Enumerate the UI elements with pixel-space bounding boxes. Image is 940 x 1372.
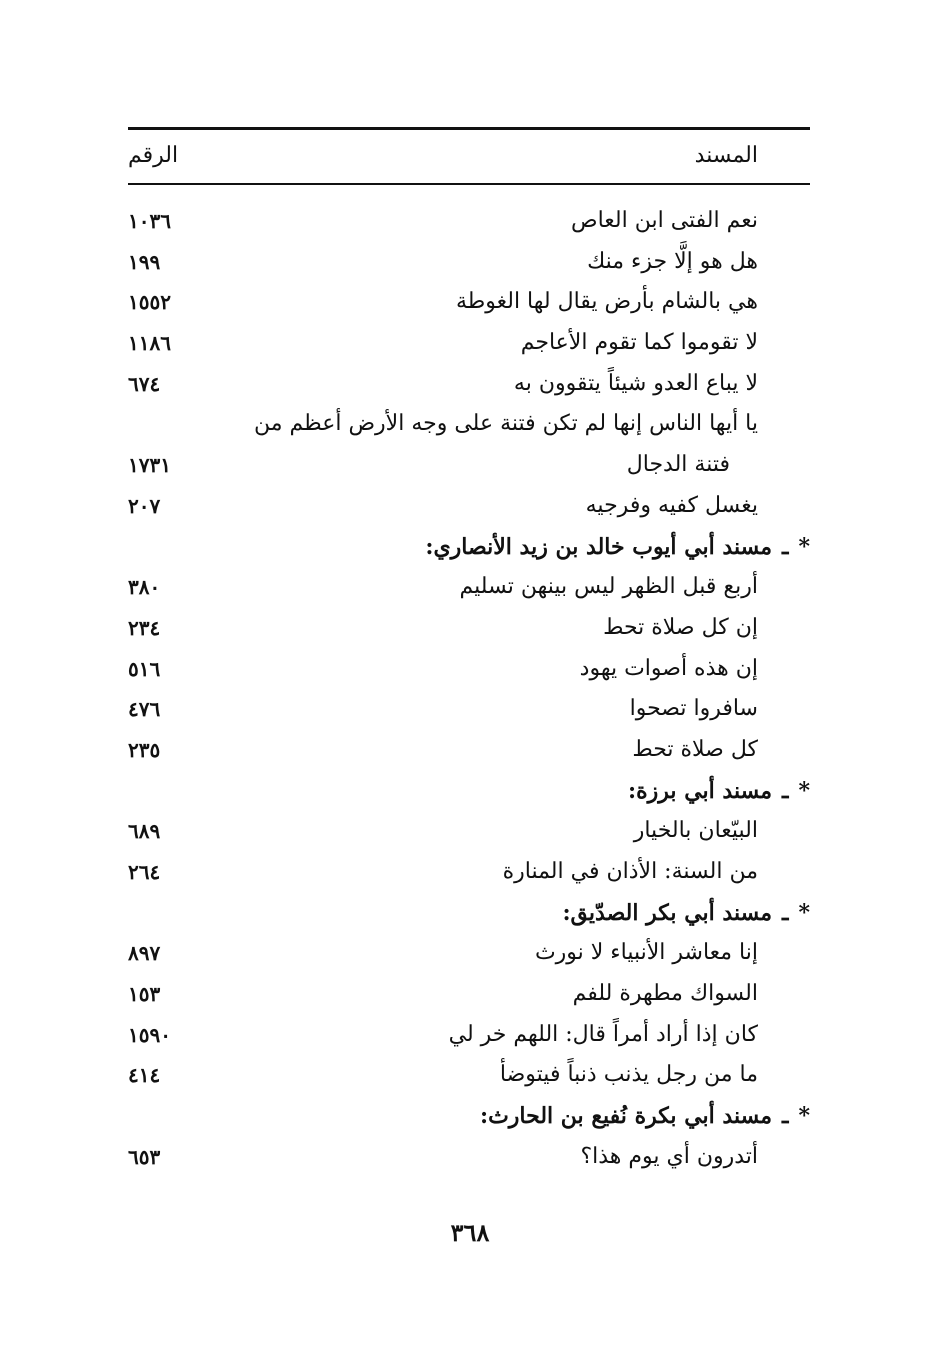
hadith-text: لا يباع العدو شيئاً يتقوون به xyxy=(513,370,758,396)
section-heading xyxy=(128,527,810,568)
section-heading xyxy=(128,771,810,812)
table-header-rule xyxy=(128,183,810,185)
asterisk-icon: * xyxy=(798,533,810,560)
index-row xyxy=(128,1137,810,1178)
hadith-text: السواك مطهرة للفم xyxy=(572,981,758,1007)
hadith-number: ٦٥٣ xyxy=(128,1144,161,1169)
hadith-number: ٥١٦ xyxy=(128,656,161,681)
index-row xyxy=(128,364,810,405)
hadith-text: هي بالشام بأرض يقال لها الغوطة xyxy=(455,289,758,315)
hadith-number: ٦٧٤ xyxy=(128,371,161,396)
index-row xyxy=(128,567,810,608)
hadith-number: ١٩٩ xyxy=(128,249,161,274)
hadith-text: نعم الفتى ابن العاص xyxy=(571,208,758,233)
index-row xyxy=(128,486,810,527)
hadith-text: يا أيها الناس إنها لم تكن فتنة على وجه الأرض أعظم من xyxy=(254,411,758,437)
section-heading xyxy=(128,893,810,934)
hadith-number: ١٥٥٢ xyxy=(128,290,171,315)
header-number: الرقم xyxy=(128,143,179,168)
hadith-text: من السنة: الأذان في المنارة xyxy=(502,859,758,884)
index-row xyxy=(128,282,810,323)
section-label: مسند أبي برزة: xyxy=(628,777,773,804)
asterisk-icon: * xyxy=(798,1103,810,1130)
index-row xyxy=(128,811,810,852)
hadith-number: ٣٨٠ xyxy=(128,575,161,600)
hadith-text: لا تقوموا كما تقوم الأعاجم xyxy=(520,330,758,356)
section-label: مسند أبي بكر الصدّيق: xyxy=(562,899,773,926)
hadith-text: أربع قبل الظهر ليس بينهن تسليم xyxy=(459,574,758,600)
hadith-text: يغسل كفيه وفرجيه xyxy=(585,492,758,518)
section-title xyxy=(562,893,810,934)
index-row xyxy=(128,242,810,283)
dash-separator: ـ xyxy=(782,777,789,804)
dash-separator: ـ xyxy=(782,899,789,926)
dash-separator: ـ xyxy=(782,1103,789,1130)
asterisk-icon: * xyxy=(798,777,810,804)
section-heading xyxy=(128,1096,810,1137)
asterisk-icon: * xyxy=(798,899,810,926)
index-row xyxy=(128,608,810,649)
hadith-number: ٨٩٧ xyxy=(128,941,161,966)
section-title xyxy=(425,527,810,568)
index-row xyxy=(128,974,810,1015)
index-row xyxy=(128,1055,810,1096)
hadith-text: هل هو إلَّا جزء منك xyxy=(587,248,758,274)
index-row xyxy=(128,852,810,893)
index-row xyxy=(128,649,810,690)
hadith-number: ١٠٣٦ xyxy=(128,209,171,233)
dash-separator: ـ xyxy=(782,533,789,560)
index-row xyxy=(128,933,810,974)
hadith-number: ١١٨٦ xyxy=(128,331,171,356)
hadith-text: كل صلاة تحط xyxy=(632,736,758,762)
hadith-index-list xyxy=(128,201,810,1178)
hadith-number: ١٥٩٠ xyxy=(128,1022,171,1047)
index-row xyxy=(128,404,810,445)
hadith-number: ١٥٣ xyxy=(128,982,161,1007)
section-title xyxy=(480,1096,810,1137)
hadith-number: ١٧٣١ xyxy=(128,453,171,478)
index-row xyxy=(128,201,810,242)
hadith-text: أتدرون أي يوم هذا؟ xyxy=(580,1143,758,1169)
hadith-text: ما من رجل يذنب ذنباً فيتوضأ xyxy=(499,1062,758,1088)
hadith-number: ٢٦٤ xyxy=(128,860,161,884)
section-title xyxy=(628,771,810,812)
index-row xyxy=(128,689,810,730)
hadith-text: إنا معاشر الأنبياء لا نورث xyxy=(534,940,758,966)
table-header xyxy=(128,138,810,174)
hadith-number: ٢٣٤ xyxy=(128,615,161,640)
table-top-rule xyxy=(128,127,810,130)
hadith-number: ٤١٤ xyxy=(128,1063,161,1088)
hadith-number: ٤٧٦ xyxy=(128,697,161,722)
hadith-number: ٢٠٧ xyxy=(128,493,161,518)
hadith-number: ٢٣٥ xyxy=(128,737,161,762)
hadith-number: ٦٨٩ xyxy=(128,819,161,844)
page-number: ٣٦٨ xyxy=(450,1218,490,1247)
hadith-text: إن كل صلاة تحط xyxy=(603,614,758,640)
hadith-text: البيّعان بالخيار xyxy=(633,818,758,844)
index-row xyxy=(128,730,810,771)
index-row xyxy=(128,1015,810,1056)
hadith-text: إن هذه أصوات يهود xyxy=(579,655,758,681)
index-row xyxy=(128,323,810,364)
header-musnad: المسند xyxy=(694,143,758,168)
section-label: مسند أبي بكرة نُفيع بن الحارث: xyxy=(479,1103,773,1130)
hadith-text-continuation: فتنة الدجال xyxy=(626,452,730,478)
hadith-text: سافروا تصحوا xyxy=(629,696,758,722)
hadith-text: كان إذا أراد أمراً قال: اللهم خر لي xyxy=(448,1021,758,1047)
section-label: مسند أبي أيوب خالد بن زيد الأنصاري: xyxy=(425,533,773,560)
index-row xyxy=(128,445,810,486)
